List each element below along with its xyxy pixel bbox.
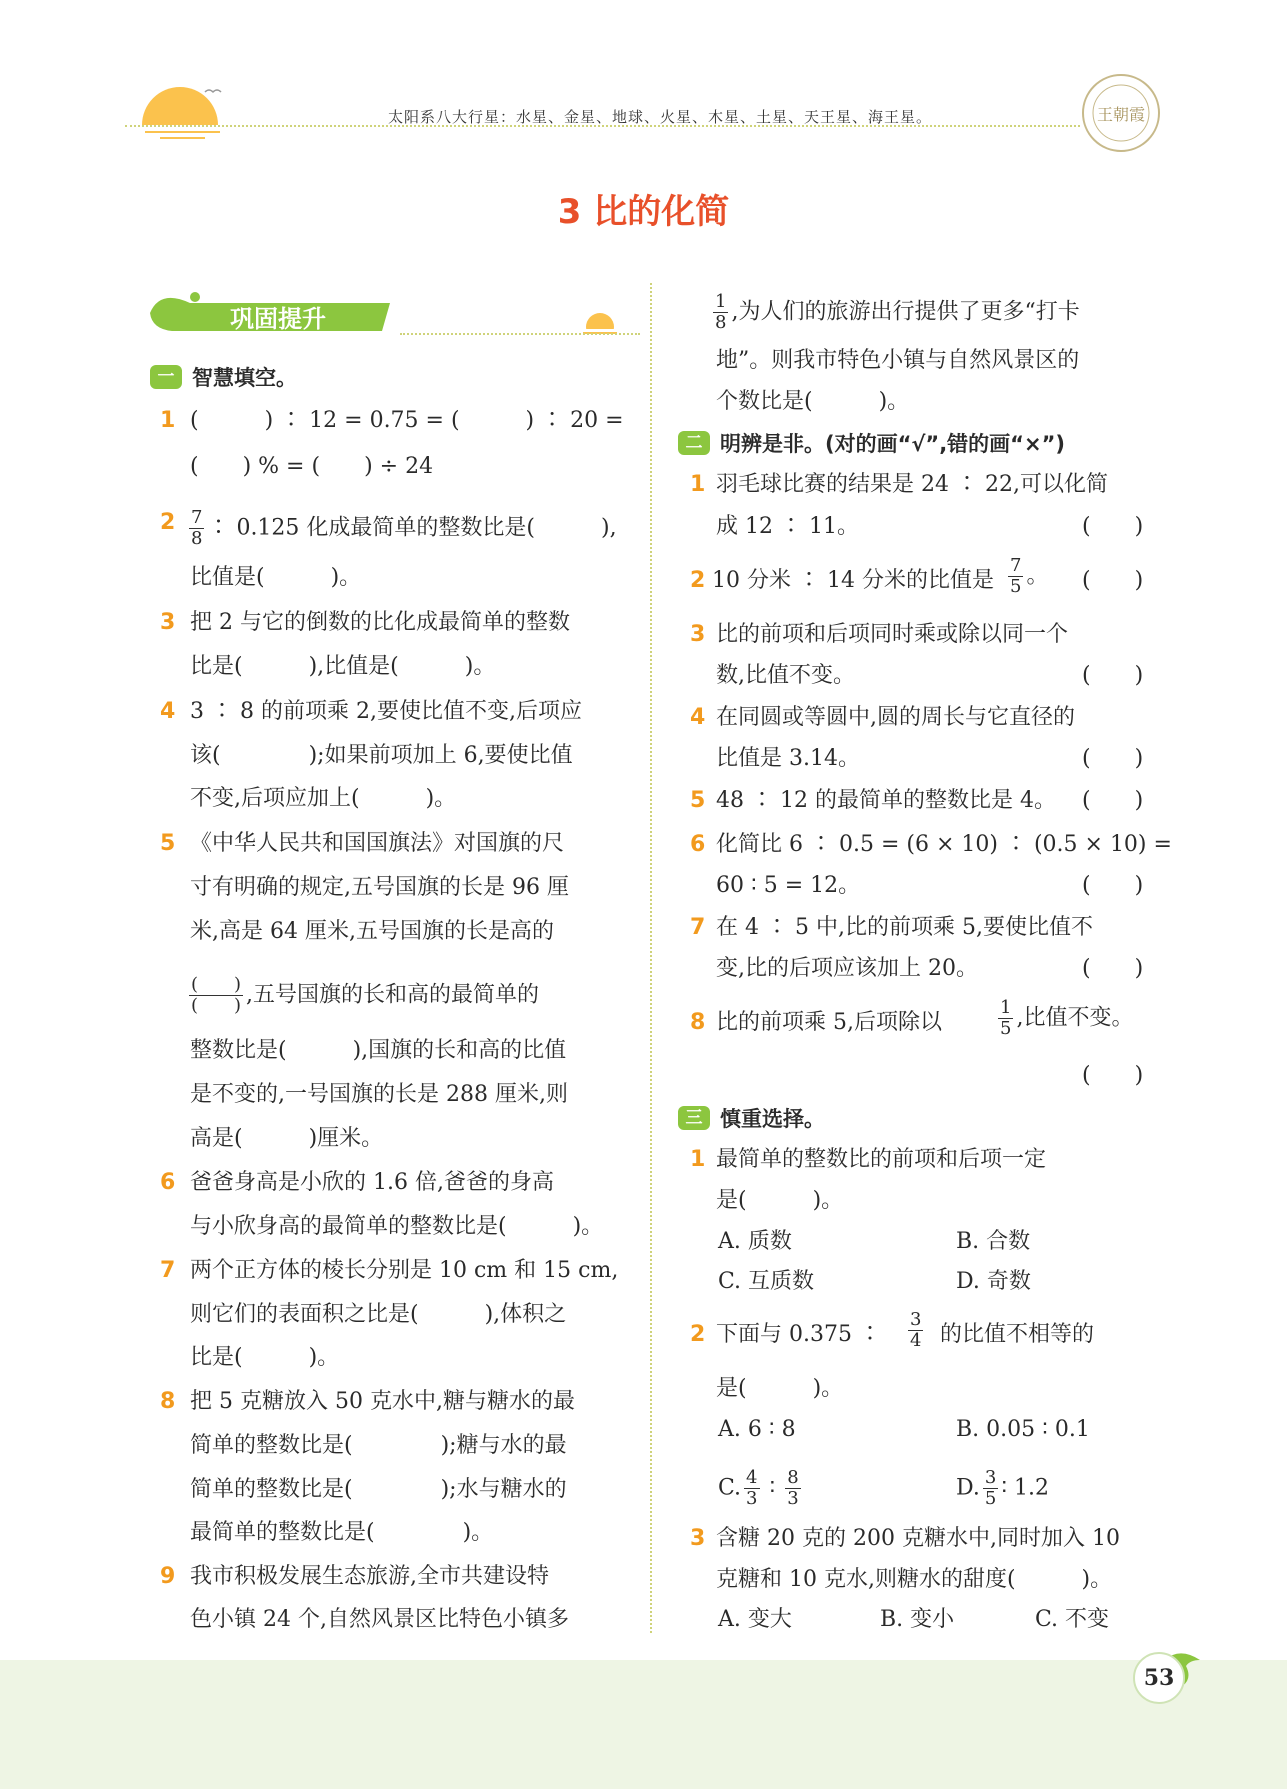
sunset-icon xyxy=(575,305,625,345)
choice-c[interactable]: C. 不变 xyxy=(1035,1607,1110,1632)
question-text: 成 12 ∶ 11。 xyxy=(716,514,859,539)
question-text: 10 分米 ∶ 14 分米的比值是 xyxy=(712,568,994,593)
question-text: 比值是( )。 xyxy=(190,565,362,590)
choice-c[interactable]: C. $\frac{4}{3}$ ∶ $\frac{8}{3}$ xyxy=(718,1467,799,1509)
question-number: 1 xyxy=(160,408,176,433)
logo-text: 王朝霞 xyxy=(1096,105,1146,124)
question-text: 米,高是 64 厘米,五号国旗的长是高的 xyxy=(190,919,554,944)
question-number: 3 xyxy=(690,1526,706,1551)
banner-title: 巩固提升 xyxy=(230,305,326,333)
page-number: 53 xyxy=(1133,1652,1185,1704)
question-text: $\frac{1}{8}$ ,为人们的旅游出行提供了更多“打卡 xyxy=(715,291,1080,333)
question-text: 下面与 0.375 ∶ xyxy=(716,1322,881,1347)
section-badge: 二 xyxy=(678,431,710,455)
answer-paren[interactable]: ( ) xyxy=(1082,746,1144,771)
question-text: 比的前项和后项同时乘或除以同一个 xyxy=(716,622,1069,647)
question-text: 含糖 20 克的 200 克糖水中,同时加入 10 xyxy=(716,1526,1120,1551)
question-text: 48 ∶ 12 的最简单的整数比是 4。 xyxy=(716,788,1056,813)
question-text: 比是( ),比值是( )。 xyxy=(190,654,496,679)
answer-paren[interactable]: ( ) xyxy=(1082,788,1144,813)
question-number: 1 xyxy=(690,472,706,497)
choice-b[interactable]: B. 0.05 ∶ 0.1 xyxy=(956,1417,1090,1442)
section-multiple-choice xyxy=(678,1103,825,1133)
question-number: 1 xyxy=(690,1147,706,1172)
question-number: 2 xyxy=(690,568,706,593)
question-number: 8 xyxy=(690,1010,706,1035)
fraction: $\frac{1}{5}$ xyxy=(1000,997,1012,1039)
question-text: 高是( )厘米。 xyxy=(190,1126,384,1151)
section-true-false xyxy=(678,428,1065,458)
question-number: 3 xyxy=(690,622,706,647)
answer-paren[interactable]: ( ) xyxy=(1082,568,1144,593)
choice-d[interactable]: D. 奇数 xyxy=(956,1269,1031,1294)
question-text: 数,比值不变。 xyxy=(716,663,855,688)
question-text: 是( )。 xyxy=(716,1188,844,1213)
question-number: 2 xyxy=(690,1322,706,1347)
logo-seal-icon xyxy=(1080,72,1162,154)
question-text: 色小镇 24 个,自然风景区比特色小镇多 xyxy=(190,1607,569,1632)
answer-paren[interactable]: ( ) xyxy=(1082,663,1144,688)
question-text: $\frac{7}{8}$ ∶ 0.125 化成最简单的整数比是( ), xyxy=(191,507,617,549)
page-title: 3 比的化简 xyxy=(557,192,730,232)
question-number: 8 xyxy=(160,1389,176,1414)
question-text: 与小欣身高的最简单的整数比是( )。 xyxy=(190,1214,604,1239)
answer-paren[interactable]: ( ) xyxy=(1082,514,1144,539)
section-badge: 三 xyxy=(678,1106,710,1130)
fraction: $\frac{7}{5}$ xyxy=(1010,555,1022,597)
question-text: 个数比是( )。 xyxy=(716,389,910,414)
question-number: 4 xyxy=(160,699,176,724)
question-text: 寸有明确的规定,五号国旗的长是 96 厘 xyxy=(190,875,569,900)
question-number: 5 xyxy=(160,831,176,856)
choice-b[interactable]: B. 合数 xyxy=(956,1229,1031,1254)
question-text: $\frac{( )}{( )}$ ,五号国旗的长和高的最简单的 xyxy=(191,974,540,1016)
choice-a[interactable]: A. 变大 xyxy=(718,1607,792,1632)
section-label: 慎重选择。 xyxy=(720,1107,825,1131)
section-badge: 一 xyxy=(150,365,182,389)
fraction: $\frac{3}{4}$ xyxy=(910,1309,922,1351)
section-label: 明辨是非。(对的画“√”,错的画“×”) xyxy=(720,432,1065,456)
question-text: 该( );如果前项加上 6,要使比值 xyxy=(190,743,573,768)
question-number: 7 xyxy=(160,1258,176,1283)
question-text: 克糖和 10 克水,则糖水的甜度( )。 xyxy=(716,1567,1113,1592)
banner-dotted-line xyxy=(400,333,640,335)
question-text: 整数比是( ),国旗的长和高的比值 xyxy=(190,1038,567,1063)
choice-d[interactable]: D. $\frac{3}{5}$ ∶ 1.2 xyxy=(956,1467,1050,1509)
question-number: 2 xyxy=(160,510,176,535)
question-text: 则它们的表面积之比是( ),体积之 xyxy=(190,1302,567,1327)
question-text: ( ) % = ( ) ÷ 24 xyxy=(190,454,434,479)
question-text: 变,比的后项应该加上 20。 xyxy=(716,956,978,981)
question-text: 3 ∶ 8 的前项乘 2,要使比值不变,后项应 xyxy=(190,699,582,724)
question-text: 把 2 与它的倒数的比化成最简单的整数 xyxy=(190,610,570,635)
question-text: 最简单的整数比是( )。 xyxy=(190,1520,494,1545)
question-text: 是( )。 xyxy=(716,1376,844,1401)
answer-paren[interactable]: ( ) xyxy=(1082,873,1144,898)
section-label: 智慧填空。 xyxy=(192,366,297,390)
question-text: 比是( )。 xyxy=(190,1345,340,1370)
section-fill-blank xyxy=(150,362,297,392)
question-text: 两个正方体的棱长分别是 10 cm 和 15 cm, xyxy=(190,1258,619,1283)
question-text: 是不变的,一号国旗的长是 288 厘米,则 xyxy=(190,1082,568,1107)
question-text: 地”。则我市特色小镇与自然风景区的 xyxy=(716,348,1080,373)
sun-icon xyxy=(125,70,235,140)
column-divider xyxy=(650,283,652,1633)
question-text: 的比值不相等的 xyxy=(940,1322,1095,1347)
footer-background xyxy=(0,1660,1287,1789)
question-text: 化简比 6 ∶ 0.5 = (6 × 10) ∶ (0.5 × 10) = xyxy=(716,832,1172,857)
choice-b[interactable]: B. 变小 xyxy=(880,1607,955,1632)
question-number: 6 xyxy=(160,1170,176,1195)
question-text: 爸爸身高是小欣的 1.6 倍,爸爸的身高 xyxy=(190,1170,554,1195)
question-text xyxy=(905,1310,926,1351)
question-text: 《中华人民共和国国旗法》对国旗的尺 xyxy=(190,831,565,856)
question-text: 我市积极发展生态旅游,全市共建设特 xyxy=(190,1564,549,1589)
choice-a[interactable]: A. 6 ∶ 8 xyxy=(718,1417,796,1442)
answer-paren[interactable]: ( ) xyxy=(1082,1063,1144,1088)
question-text: 最简单的整数比的前项和后项一定 xyxy=(716,1147,1047,1172)
question-text: 把 5 克糖放入 50 克水中,糖与糖水的最 xyxy=(190,1389,575,1414)
question-number: 9 xyxy=(160,1564,176,1589)
answer-paren[interactable]: ( ) xyxy=(1082,956,1144,981)
question-text: 60 ∶ 5 = 12。 xyxy=(716,873,861,898)
question-text: ( ) ∶ 12 = 0.75 = ( ) ∶ 20 = xyxy=(190,408,624,433)
question-text: 简单的整数比是( );水与糖水的 xyxy=(190,1477,567,1502)
question-text: 比的前项乘 5,后项除以 xyxy=(716,1010,942,1035)
question-text: 在 4 ∶ 5 中,比的前项乘 5,要使比值不 xyxy=(716,915,1093,940)
question-text: $\frac{1}{5}$ ,比值不变。 xyxy=(1000,997,1134,1039)
question-number: 6 xyxy=(690,832,706,857)
choice-c[interactable]: C. 互质数 xyxy=(718,1269,815,1294)
question-number: 7 xyxy=(690,915,706,940)
fraction-blank: $\frac{( )}{( )}$ xyxy=(191,974,242,1016)
question-number: 4 xyxy=(690,705,706,730)
choice-a[interactable]: A. 质数 xyxy=(718,1229,792,1254)
question-number: 3 xyxy=(160,610,176,635)
question-text: 在同圆或等圆中,圆的周长与它直径的 xyxy=(716,705,1075,730)
header-fact: 太阳系八大行星：水星、金星、地球、火星、木星、土星、天王星、海王星。 xyxy=(388,108,933,126)
question-text: $\frac{7}{5}$ 。 xyxy=(1010,555,1049,597)
fraction: $\frac{7}{8}$ xyxy=(191,507,203,549)
question-text: 比值是 3.14。 xyxy=(716,746,860,771)
question-number: 5 xyxy=(690,788,706,813)
fraction: $\frac{1}{8}$ xyxy=(715,291,727,333)
question-text: 羽毛球比赛的结果是 24 ∶ 22,可以化简 xyxy=(716,472,1108,497)
question-text: 不变,后项应加上( )。 xyxy=(190,786,457,811)
question-text: 简单的整数比是( );糖与水的最 xyxy=(190,1433,567,1458)
